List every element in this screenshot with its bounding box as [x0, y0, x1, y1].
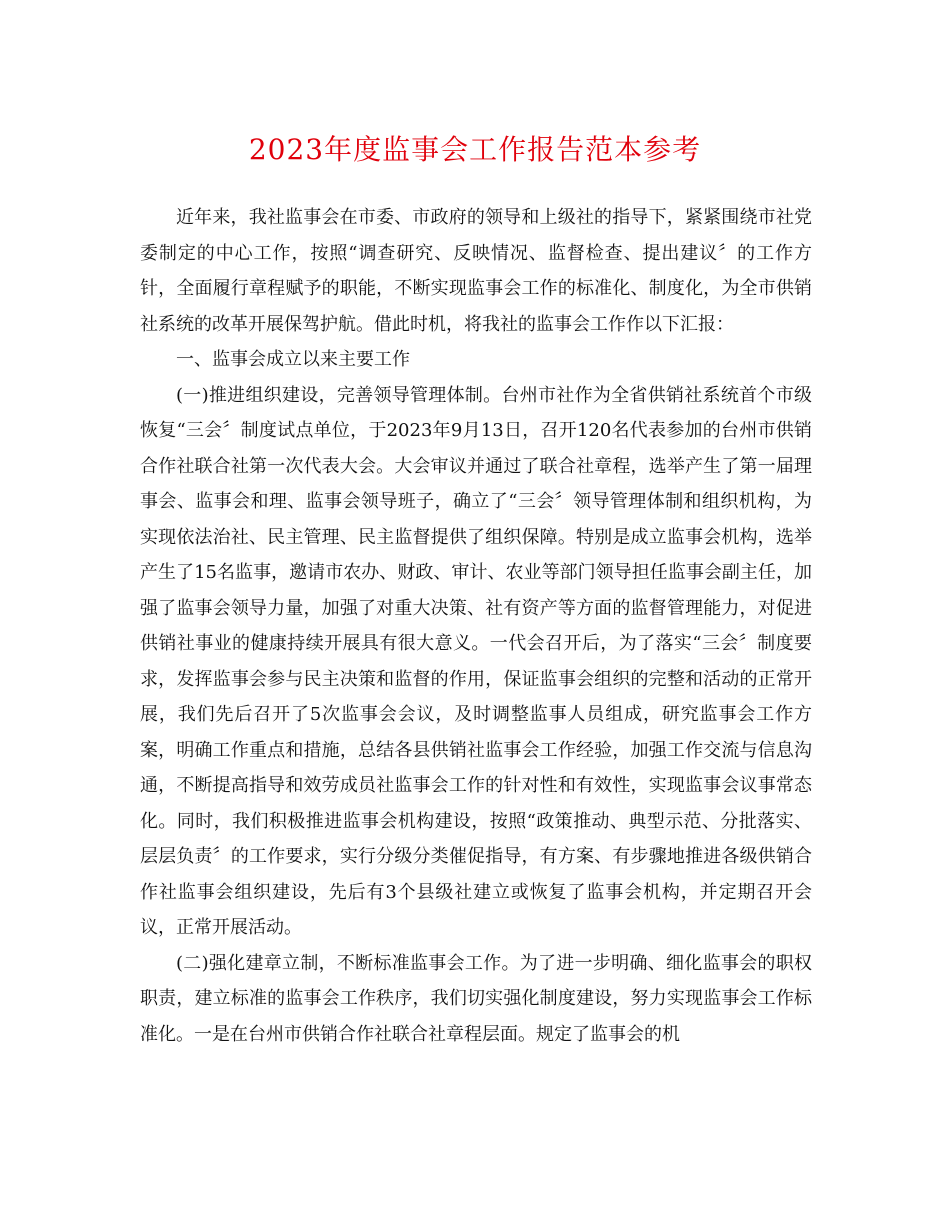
paragraph-organization: (一)推进组织建设，完善领导管理体制。台州市社作为全省供销社系统首个市级恢复“三会〞制度试点单位，于2023年9月13日，召开120名代表参加的台州市供销合作社联合社第一次代表大会。大会审议并通过了联合社章程，选举产生了第一届理事会、监事会和理、监事会领导班子，确立了“三会〞领导管理体制和组织机构，为实现依法治社、民主管理、民主监督提供了组织保障。特别是成立监事会机构，选举产生了15名监事，邀请市农办、财政、审计、农业等部门领导担任监事会副主任，加强了监事会领导力量，加强了对重大决策、社有资产等方面的监督管理能力，对促进供销社事业的健康持续开展具有很大意义。一代会召开后，为了落实“三会〞制度要求，发挥监事会参与民主决策和监督的作用，保证监事会组织的完整和活动的正常开展，我们先后召开了5次监事会会议，及时调整监事人员组成，研究监事会工作方案，明确工作重点和措施，总结各县供销社监事会工作经验，加强工作交流与信息沟通，不断提高指导和效劳成员社监事会工作的针对性和有效性，实现监事会议事常态化。同时，我们积极推进监事会机构建设，按照“政策推动、典型示范、分批落实、层层负责〞的工作要求，实行分级分类催促指导，有方案、有步骤地推进各级供销合作社监事会组织建设，先后有3个县级社建立或恢复了监事会机构，并定期召开会议，正常开展活动。 — [140, 384, 812, 938]
document-title: 2023年度监事会工作报告范本参考 — [248, 133, 702, 166]
document-body — [140, 200, 812, 1052]
paragraph-regulations: (二)强化建章立制，不断标准监事会工作。为了进一步明确、细化监事会的职权职责，建立标准的监事会工作秩序，我们切实强化制度建设，努力实现监事会工作标准化。一是在台州市供销合作社联合社章程层面。规定了监事会的机 — [140, 952, 812, 1045]
section-heading: 一、监事会成立以来主要工作 — [176, 349, 410, 370]
paragraph-intro: 近年来，我社监事会在市委、市政府的领导和上级社的指导下，紧紧围绕市社党委制定的中心工作，按照“调查研究、反映情况、监督检查、提出建议〞的工作方针，全面履行章程赋予的职能，不断实现监事会工作的标准化、制度化，为全市供销社系统的改革开展保驾护航。借此时机，将我社的监事会工作作以下汇报： — [140, 207, 812, 335]
